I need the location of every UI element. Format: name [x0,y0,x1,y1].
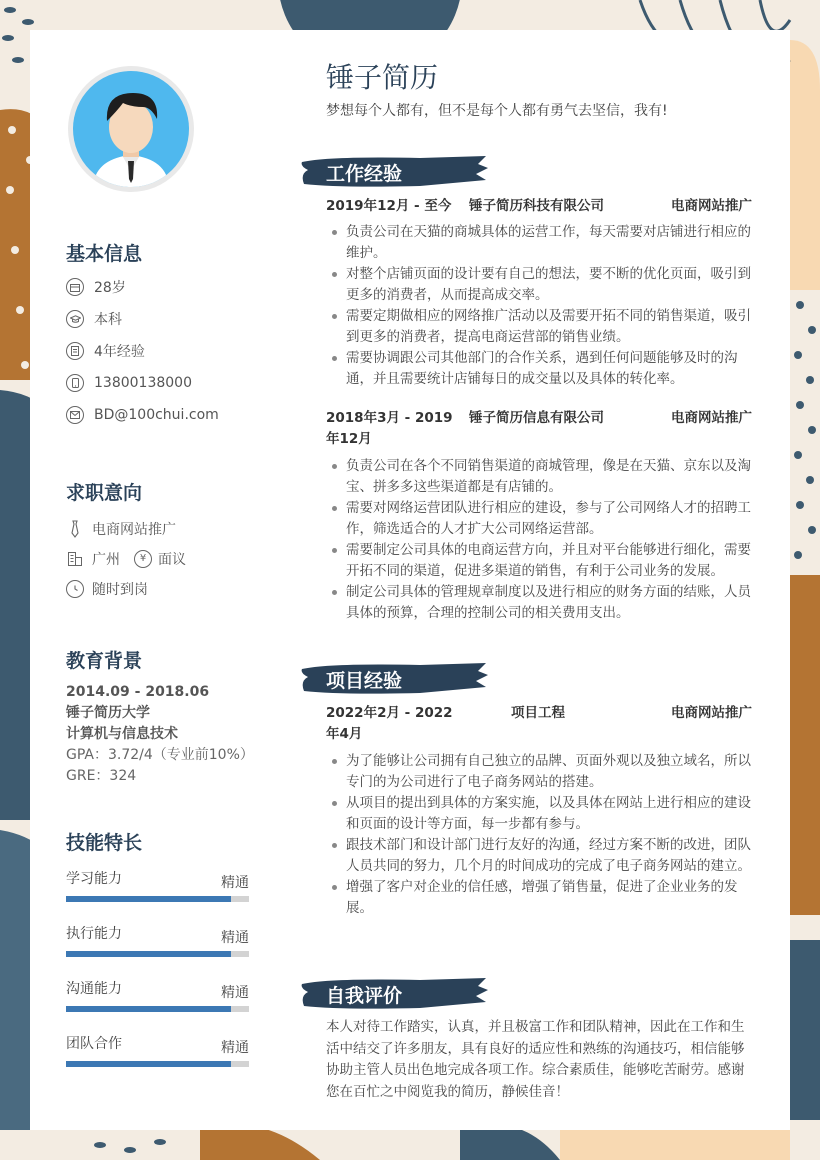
job-role: 电商网站推广 [671,410,752,426]
intent-position [66,518,176,540]
calendar-icon [66,278,84,296]
graduation-cap-icon [66,310,84,328]
intent-city-salary [66,548,186,570]
list-item: 需要协调跟公司其他部门的合作关系，遇到任何问题能够及时的沟通，并且需要统计店铺每日的成交量以及具体的转化率。 [326,348,752,390]
person-avatar-icon [73,71,189,187]
skill-bar [66,896,249,902]
info-email [66,404,219,426]
position-text: 电商网站推广 [92,522,176,538]
job-intent-title: 求职意向 [66,482,143,504]
skill-level: 精通 [221,930,249,946]
salary-text: 面议 [158,552,186,568]
skills-title: 技能特长 [66,832,143,854]
info-experience [66,340,145,362]
edu-gpa: GPA：3.72/4（专业前10%） [66,747,254,763]
clock-icon [66,580,84,598]
skill-name: 沟通能力 [66,981,122,997]
info-phone [66,372,192,394]
skill-name: 执行能力 [66,926,122,942]
job-date: 2019年12月 - 至今 [326,198,452,214]
project-name: 项目工程 [511,705,565,721]
list-item: 跟技术部门和设计部门进行友好的沟通，经过方案不断的改进，团队人员共同的努力，几个月的时间成功的完成了电子商务网站的建立。 [326,835,752,877]
project-section-title: 项目经验 [326,670,403,692]
document-icon [66,342,84,360]
email-text: BD@100chui.com [94,407,219,423]
sidebar [30,30,280,1130]
education-title: 教育背景 [66,650,143,672]
skill-level: 精通 [221,1040,249,1056]
mail-icon [66,406,84,424]
project-date: 2022年2月 - 2022年4月 [326,705,453,742]
availability-text: 随时到岗 [92,582,148,598]
skill-name: 学习能力 [66,871,122,887]
self-eval-section-banner [300,976,490,1012]
list-item: 制定公司具体的管理规章制度以及进行相应的财务方面的结账，人员具体的预算，合理的控制公司的相关费用支出。 [326,582,752,624]
resume-sheet [30,30,790,1130]
education-block [66,682,254,787]
edu-school: 锤子简历大学 [66,705,150,721]
yen-icon: ¥ [134,550,152,568]
skill-level: 精通 [221,875,249,891]
phone-icon [66,374,84,392]
project-details-list [326,751,752,919]
work-section-banner [300,154,490,190]
list-item: 增强了客户对企业的信任感，增强了销售量，促进了企业业务的发展。 [326,877,752,919]
work-section-title: 工作经验 [326,163,403,185]
motto: 梦想每个人都有，但不是每个人都有勇气去坚信，我有! [326,103,668,119]
list-item: 负责公司在各个不同销售渠道的商城管理，像是在天猫、京东以及淘宝、拼多多这些渠道都是有店铺的。 [326,456,752,498]
list-item: 从项目的提出到具体的方案实施，以及具体在网站上进行相应的建设和页面的设计等方面，每一步都有参与。 [326,793,752,835]
degree-text: 本科 [94,312,122,328]
edu-period: 2014.09 - 2018.06 [66,684,210,700]
list-item: 需要制定公司具体的电商运营方向，并且对平台能够进行细化，需要开拓不同的渠道，促进多渠道的销售，有利于公司业务的发展。 [326,540,752,582]
info-age [66,276,126,298]
job-company: 锤子简历科技有限公司 [469,198,604,214]
job-duties-list [326,222,752,390]
intent-availability [66,578,148,600]
list-item: 需要对网络运营团队进行相应的建设，参与了公司网络人才的招聘工作，筛选适合的人才扩大公司网络运营部。 [326,498,752,540]
skill-bar [66,1061,249,1067]
skill-bar [66,951,249,957]
project-role: 电商网站推广 [671,705,752,721]
job-duties-list [326,456,752,624]
edu-gre: GRE：324 [66,768,137,784]
job-company: 锤子简历信息有限公司 [469,410,604,426]
self-eval-section-title: 自我评价 [326,985,403,1007]
list-item: 需要定期做相应的网络推广活动以及需要开拓不同的销售渠道，吸引到更多的消费者，提高电商运营部的销售业绩。 [326,306,752,348]
skill-bar-fill [66,1006,231,1012]
skill-bar-fill [66,896,231,902]
job-role: 电商网站推广 [671,198,752,214]
job-date: 2018年3月 - 2019年12月 [326,410,453,447]
info-degree [66,308,122,330]
avatar [68,66,194,192]
edu-major: 计算机与信息技术 [66,726,178,742]
list-item: 负责公司在天猫的商城具体的运营工作，每天需要对店铺进行相应的维护。 [326,222,752,264]
basic-info-title: 基本信息 [66,243,143,265]
skill-bar-fill [66,1061,231,1067]
skill-bar [66,1006,249,1012]
project-section-banner [300,661,490,697]
phone-text: 13800138000 [94,375,192,391]
skill-bar-fill [66,951,231,957]
skill-name: 团队合作 [66,1036,122,1052]
tie-icon [66,520,84,538]
resume-name: 锤子简历 [326,61,439,94]
self-eval-text: 本人对待工作踏实，认真，并且极富工作和团队精神，因此在工作和生活中结交了许多朋友，具有良好的适应性和熟练的沟通技巧，相信能够协助主管人员出色地完成各项工作。综合素质佳，能够吃苦耐劳。感谢您在百忙之中阅览我的简历，静候佳音！ [326,1019,745,1100]
list-item: 对整个店铺页面的设计要有自己的想法，要不断的优化页面，吸引到更多的消费者，从而提高成交率。 [326,264,752,306]
city-text: 广州 [92,552,120,568]
experience-text: 4年经验 [94,344,145,360]
list-item: 为了能够让公司拥有自己独立的品牌、页面外观以及独立域名，所以专门的为公司进行了电子商务网站的搭建。 [326,751,752,793]
building-icon [66,551,84,567]
skill-level: 精通 [221,985,249,1001]
age-text: 28岁 [94,280,126,296]
